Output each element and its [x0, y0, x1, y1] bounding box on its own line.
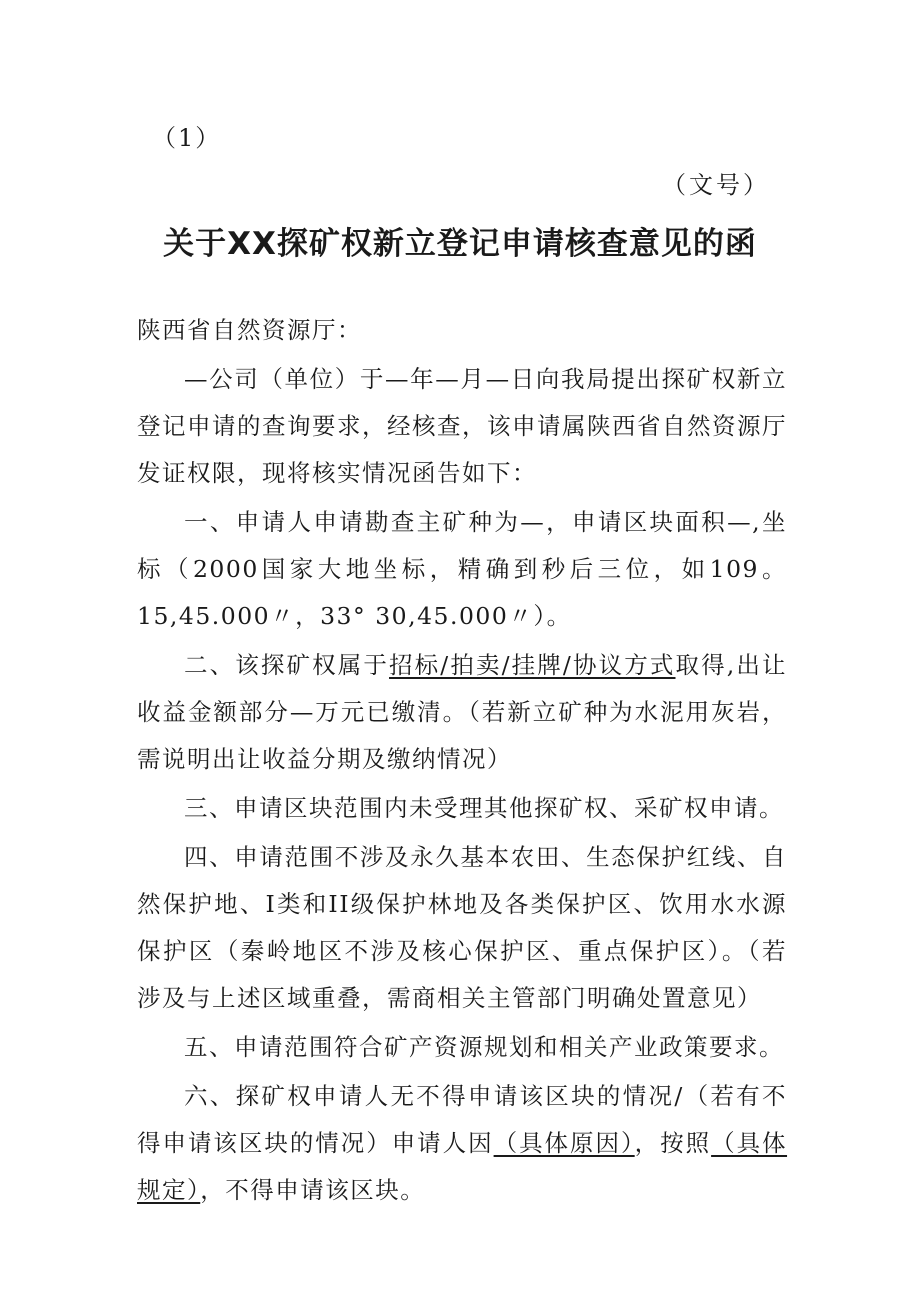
item-2-prefix: 二、该探矿权属于 [184, 651, 390, 679]
item-4-paragraph: 四、申请范围不涉及永久基本农田、生态保护红线、自然保护地、Ⅰ类和II级保护林地及各类保护区、饮用水水源保护区（秦岭地区不涉及核心保护区、重点保护区）。（若涉及与上述区域重叠，需商相关主管部门明确处置意见） [137, 843, 787, 1012]
letter-body [137, 307, 787, 1214]
item-2-paragraph [137, 642, 787, 783]
specific-regulation-underlined: （具体规定） [137, 1129, 788, 1204]
attachment-label-number: （1） [152, 124, 222, 152]
item-6-paragraph [137, 1073, 787, 1214]
item-1-paragraph: 一、申请人申请勘查主矿种为—，申请区块面积—,坐标（2000国家大地坐标，精确到秒后三位，如109。15,45.000〃，33° 30,45.000〃）。 [137, 508, 787, 630]
document-number-placeholder: （文号） [662, 171, 770, 199]
item-5-paragraph: 五、申请范围符合矿产资源规划和相关产业政策要求。 [184, 1033, 784, 1061]
specific-reason-underlined: （具体原因） [493, 1129, 635, 1157]
acquisition-method-underlined: 招标/拍卖/挂牌/协议方式 [389, 651, 676, 679]
salutation: 陕西省自然资源厅： [137, 316, 362, 344]
item-2-suffix: 取得,出让收益金额部分—万元已缴清。（若新立矿种为水泥用灰岩，需说明出让收益分期及缴纳情况） [137, 651, 787, 773]
item-6-prefix: 六、探矿权申请人无不得申请该区块的情况/（若有不得申请该区块的情况）申请人因 [137, 1082, 787, 1157]
document-title: 关于XX探矿权新立登记申请核查意见的函 [163, 226, 757, 262]
item-6-middle: ，按照 [634, 1129, 712, 1157]
item-6-suffix: ，不得申请该区块。 [200, 1176, 426, 1204]
intro-paragraph: —公司（单位）于—年—月—日向我局提出探矿权新立登记申请的查询要求，经核查，该申请属陕西省自然资源厅发证权限，现将核实情况函告如下： [137, 365, 787, 487]
item-3-paragraph: 三、申请区块范围内未受理其他探矿权、采矿权申请。 [184, 794, 784, 822]
